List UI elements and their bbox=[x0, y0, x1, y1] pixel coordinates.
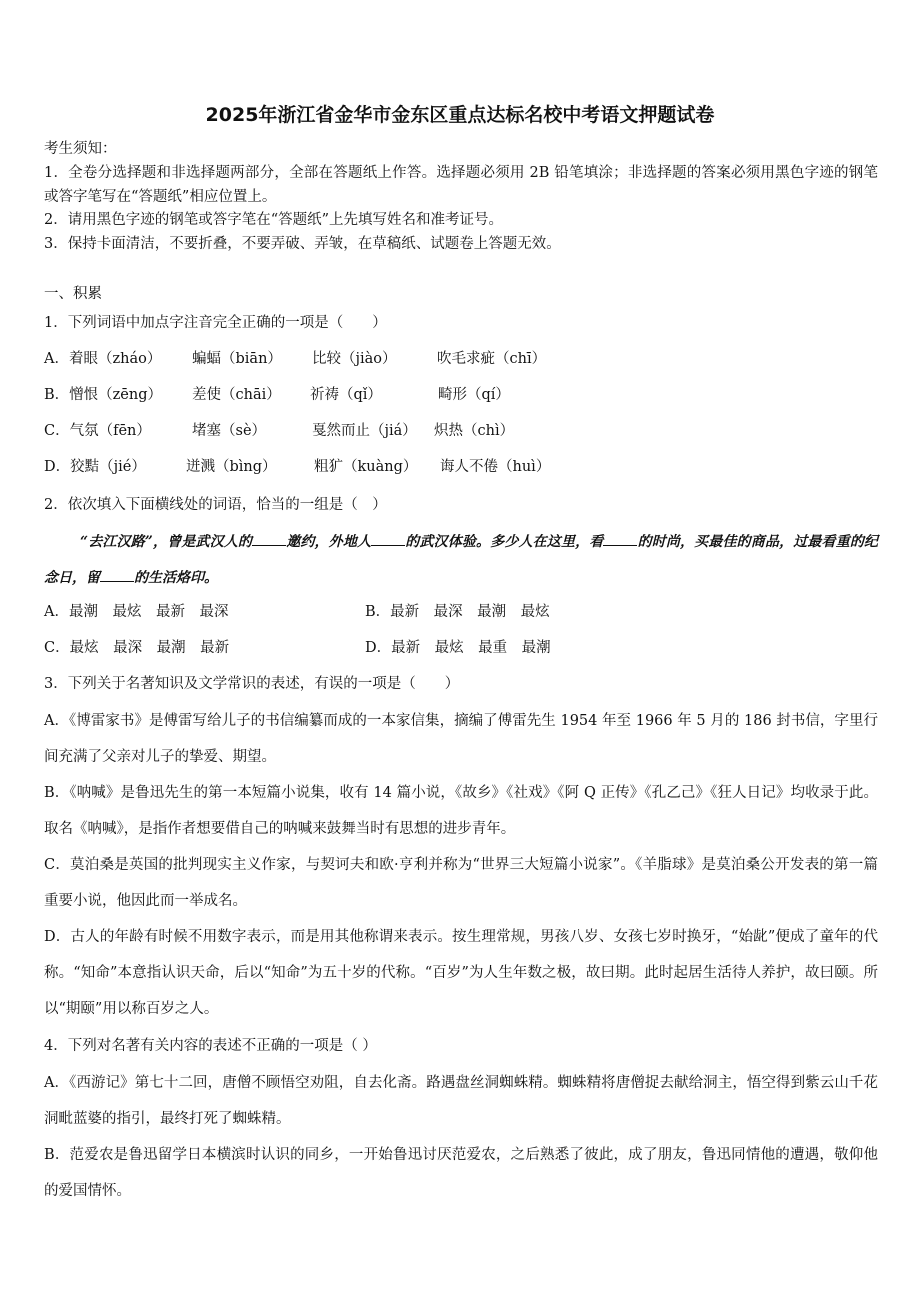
option-word: A．着眼（zháo） bbox=[44, 351, 162, 367]
passage-text: 邀约，外地人 bbox=[286, 534, 372, 550]
notice-heading: 考生须知： bbox=[44, 141, 117, 157]
question-4-stem: 4．下列对名著有关内容的表述不正确的一项是（ ） bbox=[44, 1038, 377, 1054]
option-word: 比较（jiào） bbox=[312, 351, 397, 367]
question-3-option-d: D．古人的年龄有时候不用数字表示，而是用其他称谓来表示。按生理常规，男孩八岁、女孩七岁时换牙，“始龀”便成了童年的代称。“知命”本意指认识天命，后以“知命”为五十岁的代称。“百岁”为人生年数之极，故曰期。此时起居生活待人养护，故曰颐。所以“期颐”用以称百岁之人。 bbox=[44, 929, 878, 1017]
option-word: 蝙蝠（biān） bbox=[192, 351, 282, 367]
option-word: 迸溅（bìng） bbox=[186, 459, 277, 475]
passage-text: 的时尚，买最佳的商品，过最看重的纪念日，留 bbox=[44, 534, 879, 586]
passage-text: 的武汉体验。多少人在这里，看 bbox=[405, 534, 604, 550]
question-2-passage bbox=[44, 524, 878, 596]
question-3-option-b: B．《呐喊》是鲁迅先生的第一本短篇小说集，收有 14 篇小说，《故乡》《社戏》《阿 Q 正传》《孔乙己》《狂人日记》均收录于此。取名《呐喊》，是指作者想要借自己的呐喊来鼓舞当时有思想的进步青年。 bbox=[44, 785, 878, 837]
fill-blank bbox=[100, 567, 134, 582]
fill-blank bbox=[252, 531, 286, 546]
option-word: 粗犷（kuàng） bbox=[314, 459, 418, 475]
question-2-option-a: A．最潮 最炫 最新 最深 bbox=[44, 604, 229, 620]
question-2-option-d: D．最新 最炫 最重 最潮 bbox=[365, 640, 551, 656]
question-2-option-b: B．最新 最深 最潮 最炫 bbox=[365, 604, 550, 620]
question-4-option-b: B．范爱农是鲁迅留学日本横滨时认识的同乡，一开始鲁迅讨厌范爱农，之后熟悉了彼此，成了朋友，鲁迅同情他的遭遇，敬仰他的爱国情怀。 bbox=[44, 1147, 878, 1199]
question-3-option-c: C．莫泊桑是英国的批判现实主义作家，与契诃夫和欧·亨利并称为“世界三大短篇小说家”。《羊脂球》是莫泊桑公开发表的第一篇重要小说，他因此而一举成名。 bbox=[44, 857, 878, 909]
fill-blank bbox=[603, 531, 637, 546]
option-word: D．狡黠（jié） bbox=[44, 459, 146, 475]
question-3-stem: 3．下列关于名著知识及文学常识的表述，有误的一项是（ ） bbox=[44, 676, 460, 692]
question-1-option-d bbox=[44, 456, 550, 478]
question-1-option-b bbox=[44, 384, 510, 406]
option-word: 戛然而止（jiá） bbox=[312, 423, 417, 439]
passage-text: 的生活烙印。 bbox=[134, 570, 218, 586]
page-title: 2025年浙江省金华市金东区重点达标名校中考语文押题试卷 bbox=[205, 104, 715, 126]
option-word: B．憎恨（zēng） bbox=[44, 387, 162, 403]
question-1-stem: 1．下列词语中加点字注音完全正确的一项是（ ） bbox=[44, 315, 387, 331]
option-word: 堵塞（sè） bbox=[192, 423, 267, 439]
option-word: 差使（chāi） bbox=[192, 387, 281, 403]
section-heading: 一、积累 bbox=[44, 286, 102, 302]
question-3-option-a: A．《博雷家书》是傅雷写给儿子的书信编纂而成的一本家信集，摘编了傅雷先生 1954 年至 1966 年 5 月的 186 封书信，字里行间充满了父亲对儿子的挚爱、期望。 bbox=[44, 713, 878, 765]
question-1-option-c bbox=[44, 420, 514, 442]
question-1-option-a bbox=[44, 348, 546, 370]
option-word: 畸形（qí） bbox=[438, 387, 510, 403]
option-word: C．气氛（fēn） bbox=[44, 423, 151, 439]
notice-item-1: 1．全卷分选择题和非选择题两部分，全部在答题纸上作答。选择题必须用 2B 铅笔填涂；非选择题的答案必须用黑色字迹的钢笔或答字笔写在“答题纸”相应位置上。 bbox=[44, 165, 878, 205]
question-2-option-c: C．最炫 最深 最潮 最新 bbox=[44, 640, 230, 656]
option-word: 炽热（chì） bbox=[434, 423, 515, 439]
question-4-option-a: A．《西游记》第七十二回，唐僧不顾悟空劝阻，自去化斋。路遇盘丝洞蜘蛛精。蜘蛛精将唐僧捉去献给洞主，悟空得到紫云山千花洞毗蓝婆的指引，最终打死了蜘蛛精。 bbox=[44, 1075, 878, 1127]
question-2-stem: 2．依次填入下面横线处的词语，恰当的一组是（ ） bbox=[44, 497, 387, 513]
option-word: 吹毛求疵（chī） bbox=[437, 351, 547, 367]
notice-item-2: 2．请用黑色字迹的钢笔或答字笔在“答题纸”上先填写姓名和准考证号。 bbox=[44, 212, 504, 228]
option-word: 诲人不倦（huì） bbox=[440, 459, 551, 475]
fill-blank bbox=[371, 531, 405, 546]
option-word: 祈祷（qǐ） bbox=[310, 387, 382, 403]
notice-item-3: 3．保持卡面清洁，不要折叠，不要弄破、弄皱，在草稿纸、试题卷上答题无效。 bbox=[44, 236, 561, 252]
passage-text: “去江汉路”，曾是武汉人的 bbox=[80, 534, 253, 550]
